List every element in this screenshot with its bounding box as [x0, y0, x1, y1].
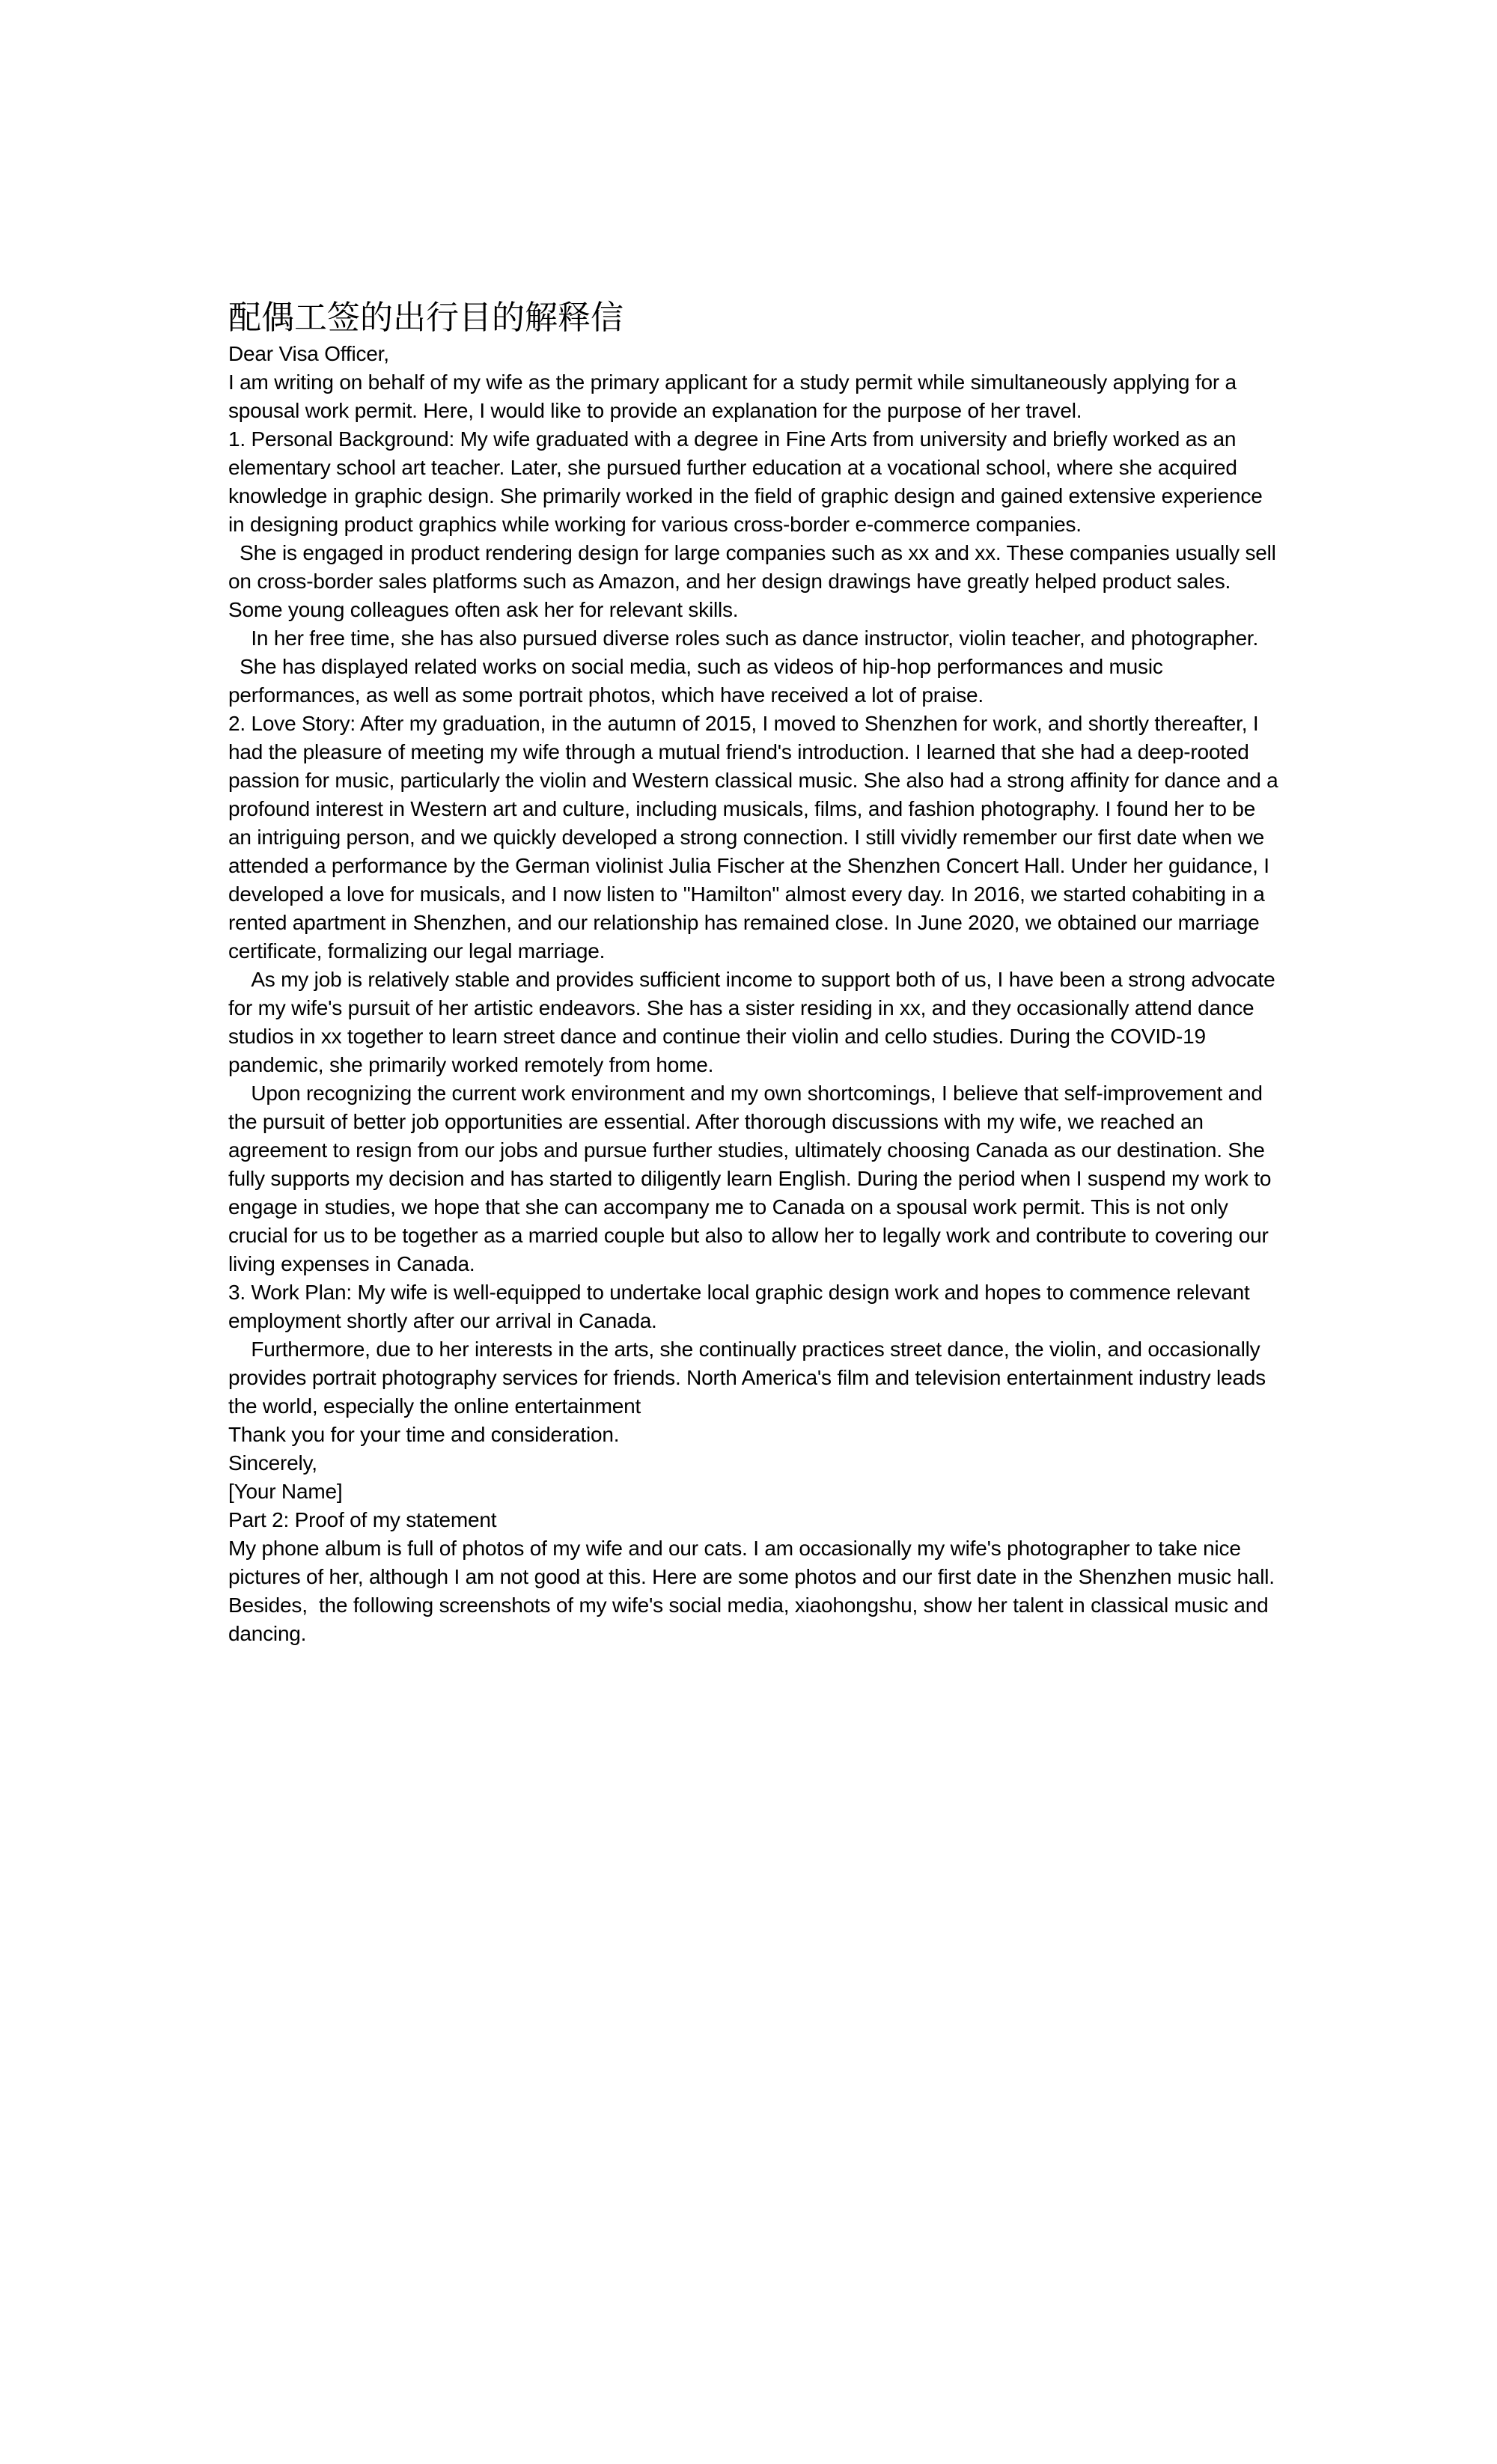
section3-paragraph-2: Furthermore, due to her interests in the arts, she continually practices street dance, the violin, and occasionally provides portrait photography services for friends. North America's film and television entertainment industry leads the world, especially the online entertainment — [228, 1338, 1272, 1418]
section1-paragraph-2: She is engaged in product rendering design for large companies such as xx and xx. These companies usually sell on cross-border sales platforms such as Amazon, and her design drawings have greatly helped product sales. Some young colleagues often ask her for relevant skills. — [228, 541, 1282, 621]
letter-title: 配偶工签的出行目的解释信 — [228, 299, 624, 336]
part2-paragraph-1: My phone album is full of photos of my wife and our cats. I am occasionally my wife's photographer to take nice pictures of her, although I am not good at this. Here are some photos and our first date in the Shenzhen music hall. — [228, 1537, 1275, 1588]
section3-paragraph-1: 3. Work Plan: My wife is well-equipped to undertake local graphic design work and hopes to commence relevant employment shortly after our arrival in Canada. — [228, 1281, 1256, 1332]
salutation: Dear Visa Officer, — [228, 342, 389, 365]
section1-paragraph-1: 1. Personal Background: My wife graduated with a degree in Fine Arts from university and briefly worked as an elementary school art teacher. Later, she pursued further education at a vocational school, where she acquired knowledge in graphic design. She primarily worked in the field of graphic design and gained extensive experience in designing product graphics while working for various cross-border e-commerce companies. — [228, 427, 1269, 536]
letter-body — [228, 296, 1282, 1648]
section2-paragraph-3: Upon recognizing the current work environment and my own shortcomings, I believe that self-improvement and the pursuit of better job opportunities are essential. After thorough discussions with my wife, we reached an agreement to resign from our jobs and pursue further studies, ultimately choosing Canada as our destination. She fully supports my decision and has started to diligently learn English. During the period when I suspend my work to engage in studies, we hope that she can accompany me to Canada on a spousal work permit. This is not only crucial for us to be together as a married couple but also to allow her to legally work and contribute to covering our living expenses in Canada. — [228, 1082, 1277, 1275]
closing-line: Sincerely, — [228, 1451, 317, 1475]
signature-placeholder: [Your Name] — [228, 1480, 343, 1503]
part2-heading: Part 2: Proof of my statement — [228, 1508, 497, 1531]
thanks-line: Thank you for your time and consideration. — [228, 1423, 620, 1446]
section1-paragraph-4: She has displayed related works on social media, such as videos of hip-hop performances and music performances, as well as some portrait photos, which have received a lot of praise. — [228, 655, 1169, 707]
section1-paragraph-3: In her free time, she has also pursued diverse roles such as dance instructor, violin teacher, and photographer. — [228, 626, 1259, 650]
section2-paragraph-2: As my job is relatively stable and provides sufficient income to support both of us, I have been a strong advocate for my wife's pursuit of her artistic endeavors. She has a sister residing in xx, and they occasionally attend dance studios in xx together to learn street dance and continue their violin and cello studies. During the COVID-19 pandemic, she primarily worked remotely from home. — [228, 968, 1281, 1076]
section2-paragraph-1: 2. Love Story: After my graduation, in the autumn of 2015, I moved to Shenzhen for work, and shortly thereafter, I had the pleasure of meeting my wife through a mutual friend's introduction. I learned that she had a deep-rooted passion for music, particularly the violin and Western classical music. She also had a strong affinity for dance and a profound interest in Western art and culture, including musicals, films, and fashion photography. I found her to be an intriguing person, and we quickly developed a strong connection. I still vividly remember our first date when we attended a performance by the German violinist Julia Fischer at the Shenzhen Concert Hall. Under her guidance, I developed a love for musicals, and I now listen to "Hamilton" almost every day. In 2016, we started cohabiting in a rented apartment in Shenzhen, and our relationship has remained close. In June 2020, we obtained our marriage certificate, formalizing our legal marriage. — [228, 712, 1284, 963]
part2-paragraph-2: Besides, the following screenshots of my wife's social media, xiaohongshu, show her talent in classical music and dancing. — [228, 1594, 1275, 1645]
intro-paragraph: I am writing on behalf of my wife as the primary applicant for a study permit while simultaneously applying for a spousal work permit. Here, I would like to provide an explanation for the purpose of her travel. — [228, 370, 1243, 422]
